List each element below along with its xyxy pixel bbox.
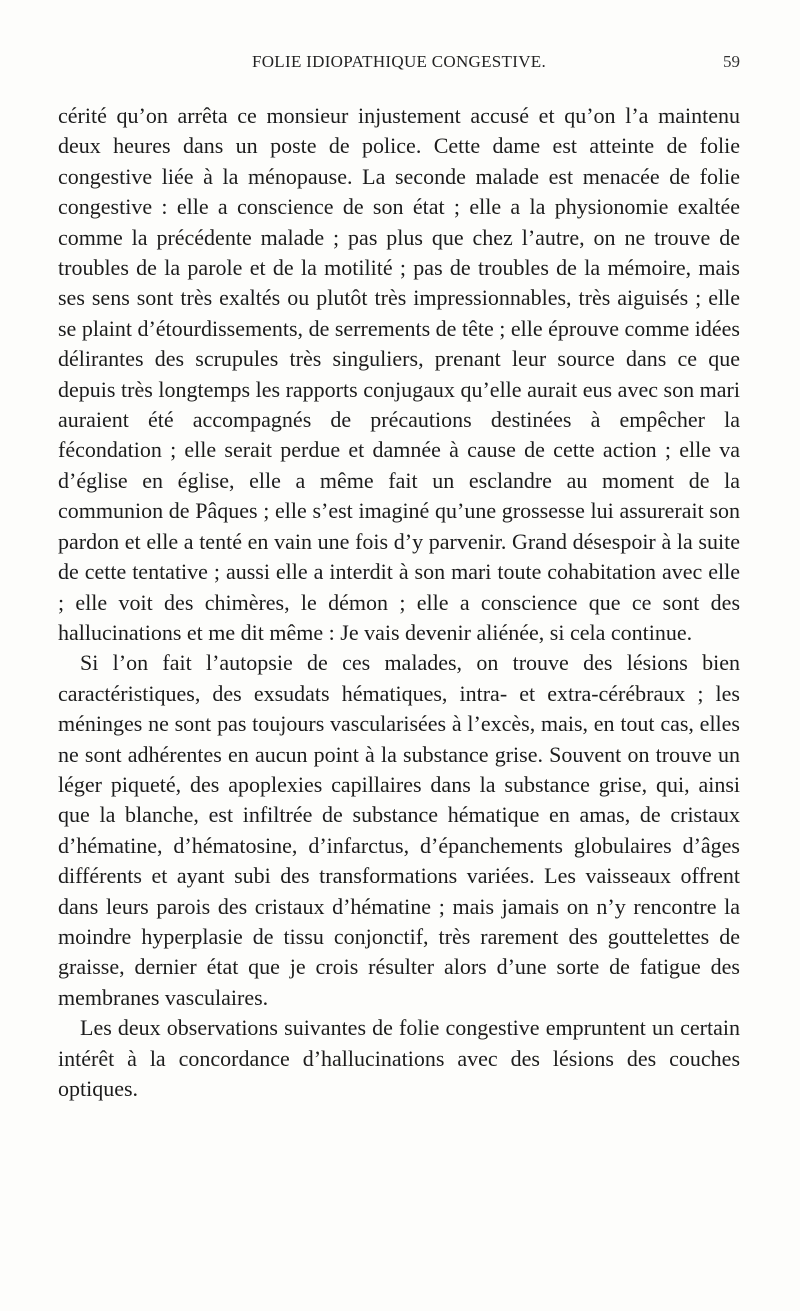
page-header [58,52,740,78]
page-number: 59 [723,52,740,71]
paragraph-3: Les deux observations suivantes de folie congestive empruntent un certain intérêt à la concordance d’hallucinations avec des lésions des couches optiques. [58,1015,740,1101]
running-title: FOLIE IDIOPATHIQUE CONGESTIVE. [251,52,547,71]
paragraph-1: cérité qu’on arrêta ce monsieur injustement accusé et qu’on l’a maintenu deux heures dans un poste de police. Cette dame est atteinte de folie congestive liée à la ménopause. La seconde malade est menacée de folie congestive : elle a conscience de son état ; elle a la physionomie exaltée comme la précédente malade ; pas plus que chez l’autre, on ne trouve de troubles de la parole et de la motilité ; pas de troubles de la mémoire, mais ses sens sont très exaltés ou plutôt très impressionnables, très aiguisés ; elle se plaint d’étourdissements, de serrements de tête ; elle éprouve comme idées délirantes des scrupules très singuliers, prenant leur source dans ce que depuis très longtemps les rapports conjugaux qu’elle aurait eus avec son mari auraient été accompagnés de précautions destinées à empêcher la fécondation ; elle serait perdue et damnée à cause de cette action ; elle va d’église en église, elle a même fait un esclandre au moment de la communion de Pâques ; elle s’est imaginé qu’une grossesse lui assurerait son pardon et elle a tenté en vain une fois d’y parvenir. Grand désespoir à la suite de cette tentative ; aussi elle a interdit à son mari toute cohabitation avec elle ; elle voit des chimères, le démon ; elle a conscience que ce sont des hallucinations et me dit même : Je vais devenir aliénée, si cela continue. [58,103,740,645]
body-text [58,101,740,1104]
paragraph-2: Si l’on fait l’autopsie de ces malades, on trouve des lésions bien caractéristiques, des exsudats hématiques, intra- et extra-cérébraux ; les méninges ne sont pas toujours vascularisées à l’excès, mais, en tout cas, elles ne sont adhérentes en aucun point à la substance grise. Souvent on trouve un léger piqueté, des apoplexies capillaires dans la substance grise, qui, ainsi que la blanche, est infiltrée de substance hématique en amas, de cristaux d’hématine, d’hématosine, d’infarctus, d’épanchements globulaires d’âges différents et ayant subi des transformations variées. Les vaisseaux offrent dans leurs parois des cristaux d’hématine ; mais jamais on n’y rencontre la moindre hyperplasie de tissu conjonctif, très rarement des gouttelettes de graisse, dernier état que je crois résulter alors d’une sorte de fatigue des membranes vasculaires. [58,650,740,1010]
